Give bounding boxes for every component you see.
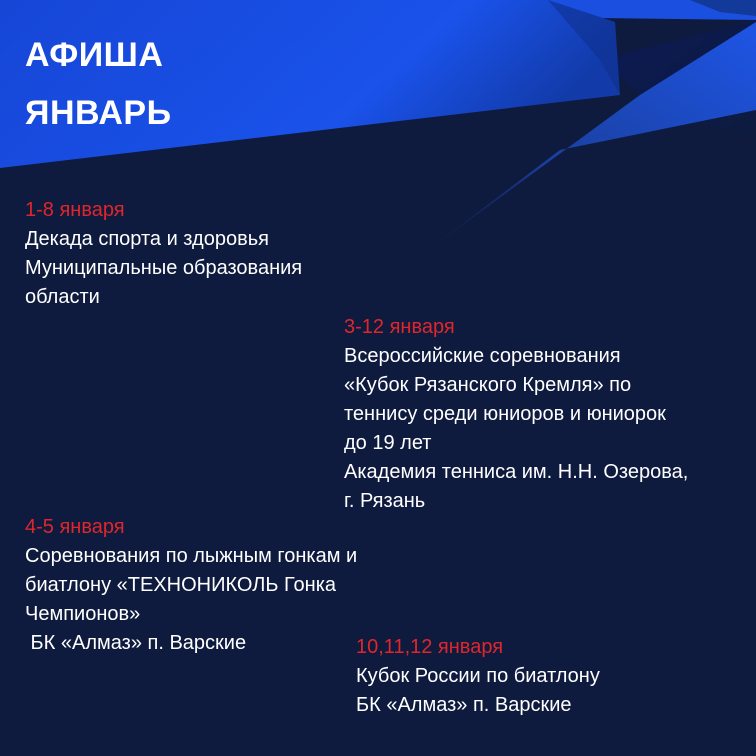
event-text-line: Чемпионов»	[25, 603, 141, 625]
event-text-line: Всероссийские соревнования	[344, 345, 621, 367]
event-text-line: биатлону «ТЕХНОНИКОЛЬ Гонка	[25, 574, 337, 596]
event-text-line: «Кубок Рязанского Кремля» по	[344, 374, 632, 396]
event-1	[25, 196, 302, 312]
event-date: 3-12 января	[344, 316, 455, 338]
event-text-line: области	[25, 286, 100, 308]
event-text-line: до 19 лет	[344, 432, 432, 454]
event-text-line: теннису среди юниоров и юниорок	[344, 403, 666, 425]
event-text-line: г. Рязань	[344, 490, 426, 512]
event-text-line: Декада спорта и здоровья	[25, 228, 269, 250]
event-text-line: Кубок России по биатлону	[356, 665, 600, 687]
title-line-1: АФИША	[25, 36, 164, 74]
event-text-line: Академия тенниса им. Н.Н. Озерова,	[344, 461, 689, 483]
event-text-line: БК «Алмаз» п. Варские	[25, 632, 247, 654]
title-line-2: ЯНВАРЬ	[25, 94, 172, 132]
event-3	[25, 513, 357, 658]
event-text-line: БК «Алмаз» п. Варские	[356, 694, 572, 716]
event-text-line: Муниципальные образования	[25, 257, 303, 279]
event-date: 1-8 января	[25, 199, 125, 221]
event-4	[356, 633, 600, 720]
event-2	[344, 313, 688, 516]
title-banner	[0, 0, 620, 168]
event-date: 4-5 января	[25, 516, 125, 538]
event-text-line: Соревнования по лыжным гонкам и	[25, 545, 358, 567]
event-date: 10,11,12 января	[356, 636, 504, 658]
